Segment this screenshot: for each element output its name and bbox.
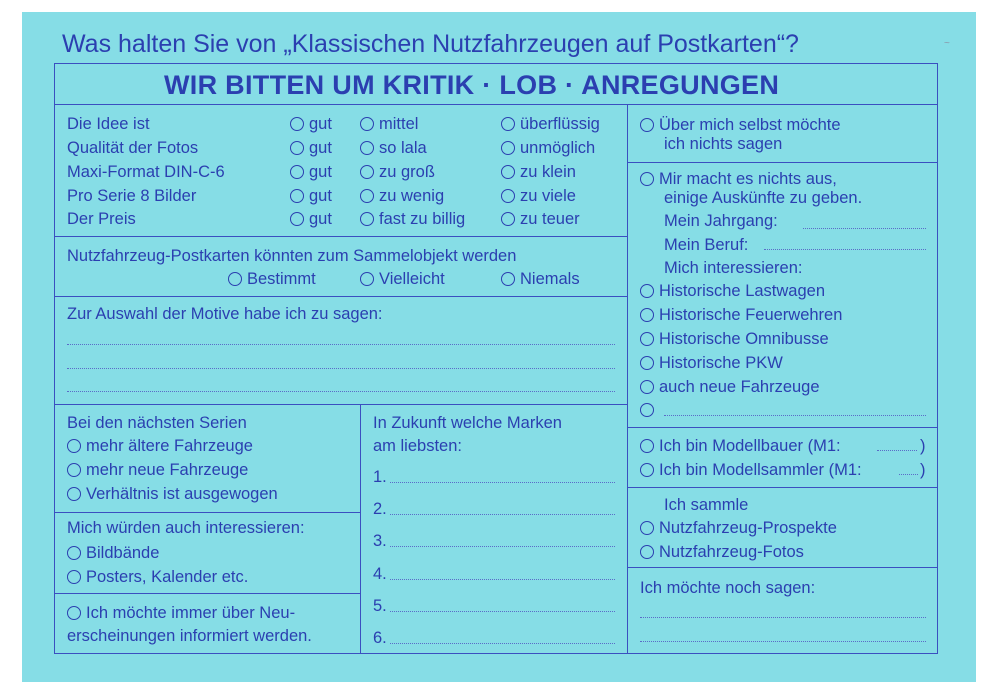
brand-number: 3. bbox=[373, 532, 387, 550]
radio-circle-icon bbox=[67, 463, 81, 477]
divider bbox=[627, 487, 938, 488]
radio-option[interactable]: Ich bin Modellsammler (M1: bbox=[640, 460, 862, 480]
motives-label: Zur Auswahl der Motive habe ich zu sagen: bbox=[67, 305, 383, 323]
brand-number: 1. bbox=[373, 468, 387, 486]
radio-option-other[interactable] bbox=[640, 400, 659, 420]
radio-circle-icon bbox=[290, 141, 304, 155]
radio-option[interactable]: Posters, Kalender etc. bbox=[67, 567, 248, 587]
radio-option[interactable]: auch neue Fahrzeuge bbox=[640, 377, 820, 397]
headline: WIR BITTEN UM KRITIK · LOB · ANREGUNGEN bbox=[164, 70, 780, 100]
divider bbox=[54, 296, 627, 297]
radio-circle-icon bbox=[640, 356, 654, 370]
radio-option[interactable]: unmöglich bbox=[501, 138, 595, 158]
radio-option[interactable]: Nutzfahrzeug-Fotos bbox=[640, 542, 804, 562]
radio-option[interactable]: mehr neue Fahrzeuge bbox=[67, 460, 248, 480]
radio-circle-icon bbox=[290, 212, 304, 226]
divider bbox=[360, 404, 361, 654]
rating-label-idea: Die Idee ist bbox=[67, 115, 150, 133]
radio-circle-icon bbox=[501, 212, 515, 226]
radio-circle-icon bbox=[290, 117, 304, 131]
year-label: Mein Jahrgang: bbox=[664, 212, 778, 230]
brand-number: 5. bbox=[373, 597, 387, 615]
radio-option[interactable]: gut bbox=[290, 186, 332, 206]
write-line[interactable] bbox=[390, 514, 615, 515]
radio-circle-icon bbox=[640, 521, 654, 535]
write-line[interactable] bbox=[390, 546, 615, 547]
radio-circle-icon bbox=[290, 189, 304, 203]
radio-option[interactable]: Historische Feuerwehren bbox=[640, 305, 842, 325]
radio-circle-icon bbox=[67, 487, 81, 501]
collect-question: Nutzfahrzeug-Postkarten könnten zum Sammelobjekt werden bbox=[67, 247, 517, 265]
close-paren: ) bbox=[920, 461, 926, 479]
radio-option[interactable]: Mir macht es nichts aus, bbox=[640, 169, 837, 189]
radio-circle-icon bbox=[640, 308, 654, 322]
radio-option[interactable]: Historische Lastwagen bbox=[640, 281, 825, 301]
radio-option[interactable]: zu viele bbox=[501, 186, 576, 206]
radio-circle-icon bbox=[360, 141, 374, 155]
rating-label-format: Maxi-Format DIN-C-6 bbox=[67, 163, 225, 181]
job-field[interactable] bbox=[764, 249, 926, 250]
radio-circle-icon bbox=[501, 189, 515, 203]
write-line[interactable] bbox=[390, 611, 615, 612]
radio-circle-icon bbox=[360, 165, 374, 179]
radio-option[interactable]: Ich möchte immer über Neu- bbox=[67, 603, 295, 623]
radio-option[interactable]: fast zu billig bbox=[360, 209, 465, 229]
write-line[interactable] bbox=[640, 641, 926, 642]
radio-circle-icon bbox=[640, 380, 654, 394]
say-label: Ich möchte noch sagen: bbox=[640, 579, 816, 597]
info-line2: einige Auskünfte zu geben. bbox=[664, 189, 863, 207]
radio-option[interactable]: gut bbox=[290, 138, 332, 158]
radio-option[interactable]: Bildbände bbox=[67, 543, 159, 563]
radio-option[interactable]: gut bbox=[290, 162, 332, 182]
radio-circle-icon bbox=[67, 570, 81, 584]
radio-option[interactable]: Historische PKW bbox=[640, 353, 783, 373]
radio-circle-icon bbox=[290, 165, 304, 179]
radio-option[interactable]: zu klein bbox=[501, 162, 576, 182]
corner-mark: ~ bbox=[944, 38, 950, 49]
radio-option[interactable]: Nutzfahrzeug-Prospekte bbox=[640, 518, 837, 538]
radio-circle-icon bbox=[67, 439, 81, 453]
news-line2: erscheinungen informiert werden. bbox=[67, 627, 312, 645]
close-paren: ) bbox=[920, 437, 926, 455]
radio-option[interactable]: Bestimmt bbox=[228, 269, 316, 289]
radio-option[interactable]: zu groß bbox=[360, 162, 435, 182]
collect-label: Ich sammle bbox=[664, 496, 749, 514]
write-line[interactable] bbox=[67, 344, 615, 345]
radio-circle-icon bbox=[360, 272, 374, 286]
write-line[interactable] bbox=[67, 391, 615, 392]
card-title: Was halten Sie von „Klassischen Nutzfahrzeugen auf Postkarten“? bbox=[62, 30, 799, 58]
divider bbox=[54, 593, 360, 594]
radio-circle-icon bbox=[228, 272, 242, 286]
divider bbox=[54, 236, 627, 237]
next-series-label: Bei den nächsten Serien bbox=[67, 414, 247, 432]
interested-label: Mich interessieren: bbox=[664, 259, 803, 277]
rating-label-photos: Qualität der Fotos bbox=[67, 139, 199, 157]
radio-option[interactable]: Über mich selbst möchte bbox=[640, 115, 841, 135]
radio-circle-icon bbox=[67, 546, 81, 560]
radio-option[interactable]: mehr ältere Fahrzeuge bbox=[67, 436, 253, 456]
radio-option[interactable]: überflüssig bbox=[501, 114, 600, 134]
brand-number: 2. bbox=[373, 500, 387, 518]
radio-circle-icon bbox=[67, 606, 81, 620]
radio-option[interactable]: Verhältnis ist ausgewogen bbox=[67, 484, 278, 504]
nothing-line2: ich nichts sagen bbox=[664, 135, 783, 153]
radio-circle-icon bbox=[501, 117, 515, 131]
radio-option[interactable]: gut bbox=[290, 114, 332, 134]
radio-option[interactable]: Historische Omnibusse bbox=[640, 329, 829, 349]
radio-circle-icon bbox=[640, 463, 654, 477]
divider bbox=[627, 104, 628, 654]
radio-circle-icon bbox=[501, 165, 515, 179]
radio-circle-icon bbox=[501, 141, 515, 155]
rating-label-count: Pro Serie 8 Bilder bbox=[67, 187, 197, 205]
write-line[interactable] bbox=[390, 482, 615, 483]
interests-label: Mich würden auch interessieren: bbox=[67, 519, 305, 537]
radio-option[interactable]: Vielleicht bbox=[360, 269, 445, 289]
divider bbox=[627, 162, 938, 163]
write-line[interactable] bbox=[640, 617, 926, 618]
brand-number: 4. bbox=[373, 565, 387, 583]
write-line[interactable] bbox=[67, 368, 615, 369]
divider bbox=[627, 567, 938, 568]
radio-circle-icon bbox=[501, 272, 515, 286]
radio-circle-icon bbox=[360, 117, 374, 131]
divider bbox=[627, 427, 938, 428]
scale-field[interactable] bbox=[877, 450, 917, 451]
radio-option[interactable]: mittel bbox=[360, 114, 418, 134]
write-line[interactable] bbox=[390, 579, 615, 580]
other-field[interactable] bbox=[664, 415, 926, 416]
divider bbox=[54, 104, 938, 105]
radio-option[interactable]: zu teuer bbox=[501, 209, 580, 229]
radio-circle-icon bbox=[640, 439, 654, 453]
job-label: Mein Beruf: bbox=[664, 236, 749, 254]
brand-number: 6. bbox=[373, 629, 387, 647]
radio-option[interactable]: Ich bin Modellbauer (M1: bbox=[640, 436, 841, 456]
radio-option[interactable]: so lala bbox=[360, 138, 427, 158]
brands-label: In Zukunft welche Marken bbox=[373, 414, 562, 432]
scale-field[interactable] bbox=[899, 474, 918, 475]
write-line[interactable] bbox=[390, 643, 615, 644]
radio-circle-icon bbox=[640, 332, 654, 346]
year-field[interactable] bbox=[803, 228, 926, 229]
radio-circle-icon bbox=[640, 118, 654, 132]
divider bbox=[54, 404, 627, 405]
rating-label-price: Der Preis bbox=[67, 210, 136, 228]
radio-circle-icon bbox=[360, 189, 374, 203]
radio-circle-icon bbox=[640, 545, 654, 559]
radio-circle-icon bbox=[360, 212, 374, 226]
divider bbox=[54, 512, 360, 513]
radio-option[interactable]: Niemals bbox=[501, 269, 580, 289]
radio-option[interactable]: gut bbox=[290, 209, 332, 229]
radio-circle-icon bbox=[640, 284, 654, 298]
radio-circle-icon bbox=[640, 403, 654, 417]
radio-circle-icon bbox=[640, 172, 654, 186]
brands-label2: am liebsten: bbox=[373, 437, 462, 455]
radio-option[interactable]: zu wenig bbox=[360, 186, 444, 206]
